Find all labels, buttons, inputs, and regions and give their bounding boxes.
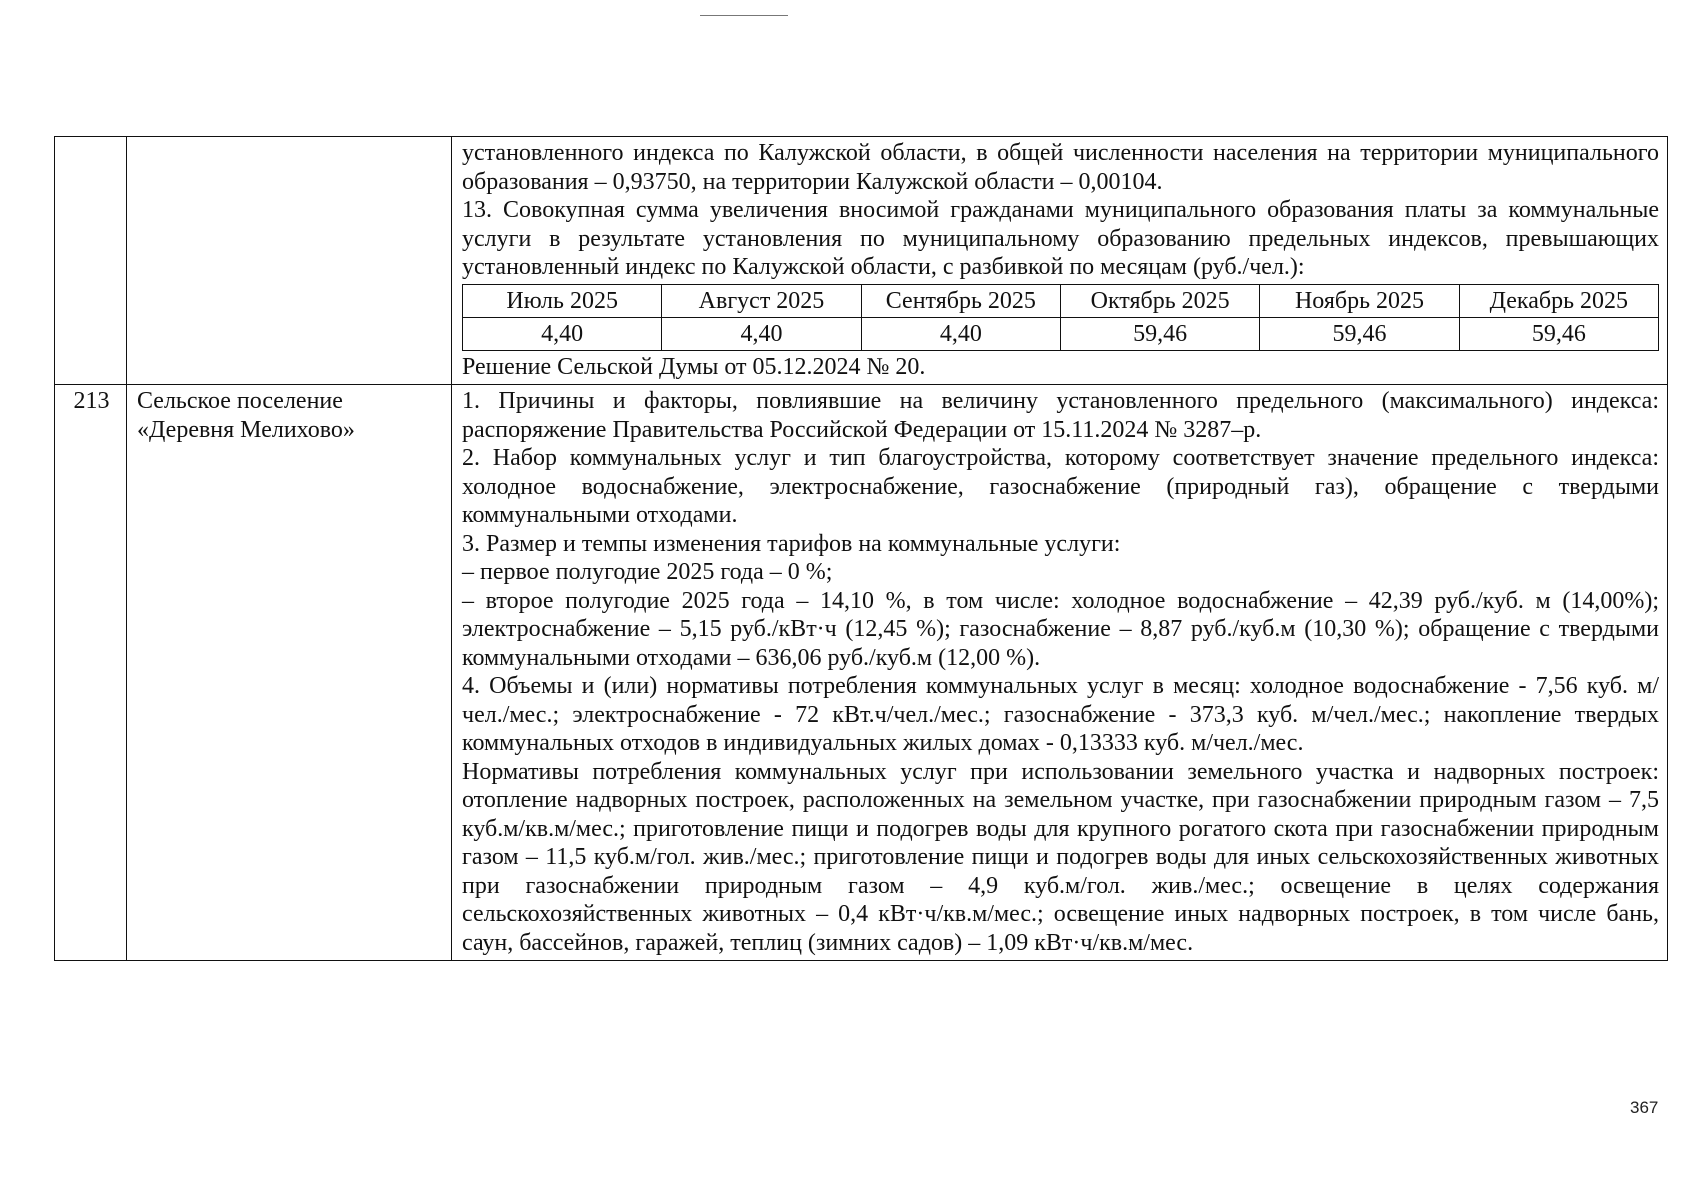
item-1-text: 1. Причины и факторы, повлиявшие на величину установленного предельного (максимального) индекса: распоряжение Правительства Российской Федерации от 15.11.2024 № 3287–р. — [462, 388, 1659, 443]
municipality-cell-empty — [127, 137, 452, 385]
item-3-text: 3. Размер и темпы изменения тарифов на коммунальные услуги: — [462, 530, 1121, 557]
description-cell — [452, 385, 1668, 961]
month-value: 4,40 — [861, 317, 1060, 350]
norms-text: Нормативы потребления коммунальных услуг при использовании земельного участка и надворных построек: отопление надворных построек, расположенных на земельном участке, при газоснабжении природным газом – 7,5 куб.м/кв.м/мес.; приготовление пищи и подогрев воды для крупного рогатого скота при газоснабжении природным газом – 11,5 куб.м/гол. жив./мес.; приготовление пищи и подогрев воды для иных сельскохозяйственных животных при газоснабжении природным газом – 4,9 куб.м/гол. жив./мес.; освещение в целях содержания сельскохозяйственных животных – 0,4 кВт·ч/кв.м/мес.; освещение иных надворных построек, в том числе бань, саун, бассейнов, гаражей, теплиц (зимних садов) – 1,09 кВт·ч/кв.м/мес. — [462, 758, 1659, 956]
document-table — [54, 136, 1668, 961]
month-value: 59,46 — [1260, 317, 1459, 350]
month-header: Декабрь 2025 — [1459, 284, 1658, 317]
month-header: Ноябрь 2025 — [1260, 284, 1459, 317]
month-value: 4,40 — [662, 317, 861, 350]
top-scan-mark — [700, 15, 788, 16]
item-13-text: 13. Совокупная сумма увеличения вносимой гражданами муниципального образования платы за коммунальные услуги в результате установления по муниципальному образованию предельных индексов, превышающих установленный индекс по Калужской области, с разбивкой по месяцам (руб./чел.): — [462, 197, 1659, 280]
decision-text: Решение Сельской Думы от 05.12.2024 № 20. — [462, 353, 926, 380]
item-4-text: 4. Объемы и (или) нормативы потребления коммунальных услуг в месяц: холодное водоснабжение - 7,56 куб. м/чел./мес.; электроснабжение - 72 кВт.ч/чел./мес.; газоснабжение - 373,3 куб. м/чел./мес.; накопление твердых коммунальных отходов в индивидуальных жилых домах - 0,13333 куб. м/чел./мес. — [462, 673, 1659, 756]
municipality-name-line2: «Деревня Мелихово» — [137, 416, 355, 443]
month-header: Сентябрь 2025 — [861, 284, 1060, 317]
month-header: Октябрь 2025 — [1060, 284, 1259, 317]
table-row-continued — [55, 137, 1668, 385]
months-header-row — [463, 284, 1659, 317]
index-share-text: установленного индекса по Калужской области, в общей численности населения на территории муниципального образования – 0,93750, на территории Калужской области – 0,00104. — [462, 140, 1659, 195]
month-value: 4,40 — [463, 317, 662, 350]
month-value: 59,46 — [1060, 317, 1259, 350]
row-number: 213 — [55, 385, 127, 961]
row-number-cell-empty — [55, 137, 127, 385]
municipality-name-line1: Сельское поселение — [137, 388, 343, 414]
months-values-row — [463, 317, 1659, 350]
item-2-text: 2. Набор коммунальных услуг и тип благоустройства, которому соответствует значение предельного индекса: холодное водоснабжение, электроснабжение, газоснабжение (природный газ), обращение с твердыми коммунальными отходами. — [462, 445, 1659, 528]
item-3b-text: – второе полугодие 2025 года – 14,10 %, в том числе: холодное водоснабжение – 42,39 руб./куб. м (14,00%); электроснабжение – 5,15 руб./кВт·ч (12,45 %); газоснабжение – 8,87 руб./куб.м (10,30 %); обращение с твердыми коммунальными отходами – 636,06 руб./куб.м (12,00 %). — [462, 587, 1659, 671]
page-number: 367 — [1630, 1098, 1659, 1117]
monthly-increase-table — [462, 284, 1659, 351]
table-row-213 — [55, 385, 1668, 961]
item-3a-text: – первое полугодие 2025 года – 0 %; — [462, 559, 833, 585]
month-header: Июль 2025 — [463, 284, 662, 317]
description-cell — [452, 137, 1668, 385]
month-value: 59,46 — [1459, 317, 1658, 350]
month-header: Август 2025 — [662, 284, 861, 317]
municipality-cell — [127, 385, 452, 961]
